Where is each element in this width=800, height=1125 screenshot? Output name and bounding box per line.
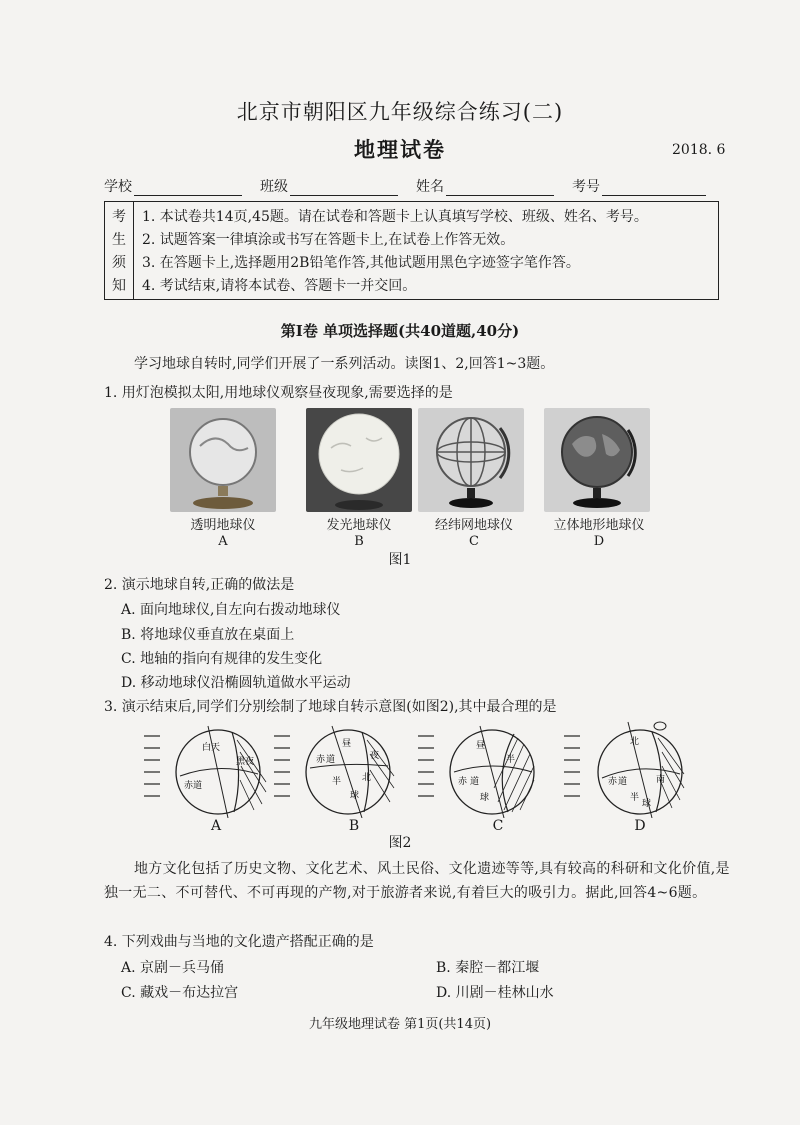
notice-side-char: 生 [112, 231, 126, 248]
option-letter: D [593, 534, 605, 549]
svg-text:赤: 赤 [458, 777, 468, 787]
q1-option-d[interactable] [540, 518, 658, 550]
diagram-label: 赤道 [184, 781, 203, 791]
section-title: 第Ⅰ卷 单项选择题(共40道题,40分) [280, 322, 520, 340]
q3-diagram-c[interactable] [414, 722, 550, 822]
q4-stem: 4. 下列戏曲与当地的文化遗产搭配正确的是 [104, 934, 374, 950]
intro-q1-3: 学习地球自转时,同学们开展了一系列活动。读图1、2,回答1~3题。 [134, 356, 555, 372]
option-letter: A [218, 534, 228, 549]
diagram-label: 白天 [202, 743, 221, 753]
svg-text:球: 球 [350, 791, 360, 801]
option-name: 经纬网地球仪 [434, 518, 513, 533]
option-name: 立体地形地球仪 [553, 518, 645, 533]
name-blank[interactable] [446, 181, 554, 196]
q3-diagram-a[interactable] [140, 722, 276, 822]
globe-luminous [306, 408, 412, 516]
svg-text:半: 半 [506, 755, 516, 765]
notice-item: 1. 本试卷共14页,45题。请在试卷和答题卡上认真填写学校、班级、姓名、考号。 [142, 208, 648, 225]
q4-option-d[interactable]: D. 川剧－桂林山水 [436, 985, 554, 1001]
q4-option-b[interactable]: B. 秦腔－都江堰 [436, 960, 540, 976]
svg-text:赤: 赤 [316, 755, 326, 765]
intro-q4-6: 地方文化包括了历史文物、文化艺术、风土民俗、文化遗迹等等,具有较高的科研和文化价值,是独一无二、不可替代、不可再现的产物,对于旅游者来说,有着巨大的吸引力。据此,回答4~6题。 [104, 861, 730, 901]
relief-globe-icon [544, 408, 650, 512]
svg-text:夜: 夜 [370, 751, 380, 761]
figure2-caption: 图2 [388, 835, 412, 851]
svg-text:半: 半 [630, 793, 640, 803]
rotation-diagram-d [560, 718, 696, 818]
notice-side-label [105, 202, 134, 299]
q3-option-c[interactable]: C [492, 818, 504, 834]
q3-option-b[interactable]: B [348, 818, 360, 834]
exam-subtitle: 地理试卷 [354, 137, 446, 162]
q1-option-a[interactable] [170, 518, 276, 550]
notice-side-char: 须 [112, 255, 126, 272]
student-info-row [104, 176, 716, 196]
option-letter: B [354, 534, 364, 549]
q3-diagram-d[interactable] [560, 718, 696, 822]
exam-title: 北京市朝阳区九年级综合练习(二) [236, 100, 564, 124]
notice-item: 3. 在答题卡上,选择题用2B铅笔作答,其他试题用黑色字迹签字笔作答。 [142, 255, 580, 272]
svg-text:昼: 昼 [476, 741, 486, 751]
option-name: 发光地球仪 [326, 518, 392, 533]
q4-option-a[interactable]: A. 京剧－兵马俑 [121, 960, 225, 976]
q2-option-d[interactable]: D. 移动地球仪沿椭圆轨道做水平运动 [121, 675, 351, 691]
q1-option-b[interactable] [306, 518, 412, 550]
svg-text:北: 北 [630, 737, 640, 747]
svg-text:南: 南 [656, 775, 666, 785]
rotation-diagram-c [414, 722, 550, 818]
svg-text:道: 道 [618, 777, 628, 787]
notice-item: 2. 试题答案一律填涂或书写在答题卡上,在试卷上作答无效。 [142, 231, 515, 248]
q1-stem: 1. 用灯泡模拟太阳,用地球仪观察昼夜现象,需要选择的是 [104, 385, 453, 401]
svg-text:球: 球 [480, 793, 490, 803]
page-footer: 九年级地理试卷 第1页(共14页) [308, 1017, 492, 1032]
class-blank[interactable] [290, 181, 398, 196]
svg-text:半: 半 [332, 777, 342, 787]
q3-stem: 3. 演示结束后,同学们分别绘制了地球自转示意图(如图2),其中最合理的是 [104, 699, 557, 715]
notice-side-char: 考 [112, 208, 126, 225]
rotation-diagram-b [270, 722, 406, 818]
rotation-diagram-a [140, 722, 276, 818]
globe-graticule [418, 408, 524, 516]
option-letter: C [469, 534, 479, 549]
q4-option-c[interactable]: C. 藏戏－布达拉宫 [121, 985, 239, 1001]
q3-diagram-b[interactable] [270, 722, 406, 822]
svg-text:北: 北 [362, 773, 372, 783]
exam-date: 2018. 6 [672, 142, 726, 158]
notice-item: 4. 考试结束,请将本试卷、答题卡一并交回。 [142, 278, 417, 295]
svg-text:球: 球 [642, 799, 652, 809]
graticule-globe-icon [418, 408, 524, 512]
notice-side-char: 知 [112, 278, 126, 295]
exam-notice-box [104, 201, 719, 300]
q1-option-c[interactable] [418, 518, 530, 550]
svg-text:道: 道 [326, 755, 336, 765]
diagram-label: 黑夜 [236, 757, 255, 767]
name-label: 姓名 [416, 179, 444, 195]
q3-option-d[interactable]: D [634, 818, 646, 834]
school-blank[interactable] [134, 181, 242, 196]
q2-stem: 2. 演示地球自转,正确的做法是 [104, 577, 295, 593]
q2-option-c[interactable]: C. 地轴的指向有规律的发生变化 [121, 651, 323, 667]
transparent-globe-icon [170, 408, 276, 512]
school-label: 学校 [104, 179, 132, 195]
figure1-caption: 图1 [388, 552, 412, 568]
exam-no-blank[interactable] [602, 181, 706, 196]
q2-option-b[interactable]: B. 将地球仪垂直放在桌面上 [121, 627, 295, 643]
globe-transparent [170, 408, 276, 516]
option-name: 透明地球仪 [190, 518, 256, 533]
exam-no-label: 考号 [572, 179, 600, 195]
luminous-globe-icon [306, 408, 412, 512]
globe-relief [544, 408, 650, 516]
svg-text:昼: 昼 [342, 739, 352, 749]
class-label: 班级 [260, 179, 288, 195]
q3-option-a[interactable]: A [210, 818, 222, 834]
svg-text:道: 道 [470, 777, 480, 787]
q2-option-a[interactable]: A. 面向地球仪,自左向右拨动地球仪 [121, 602, 341, 618]
svg-text:赤: 赤 [608, 777, 618, 787]
